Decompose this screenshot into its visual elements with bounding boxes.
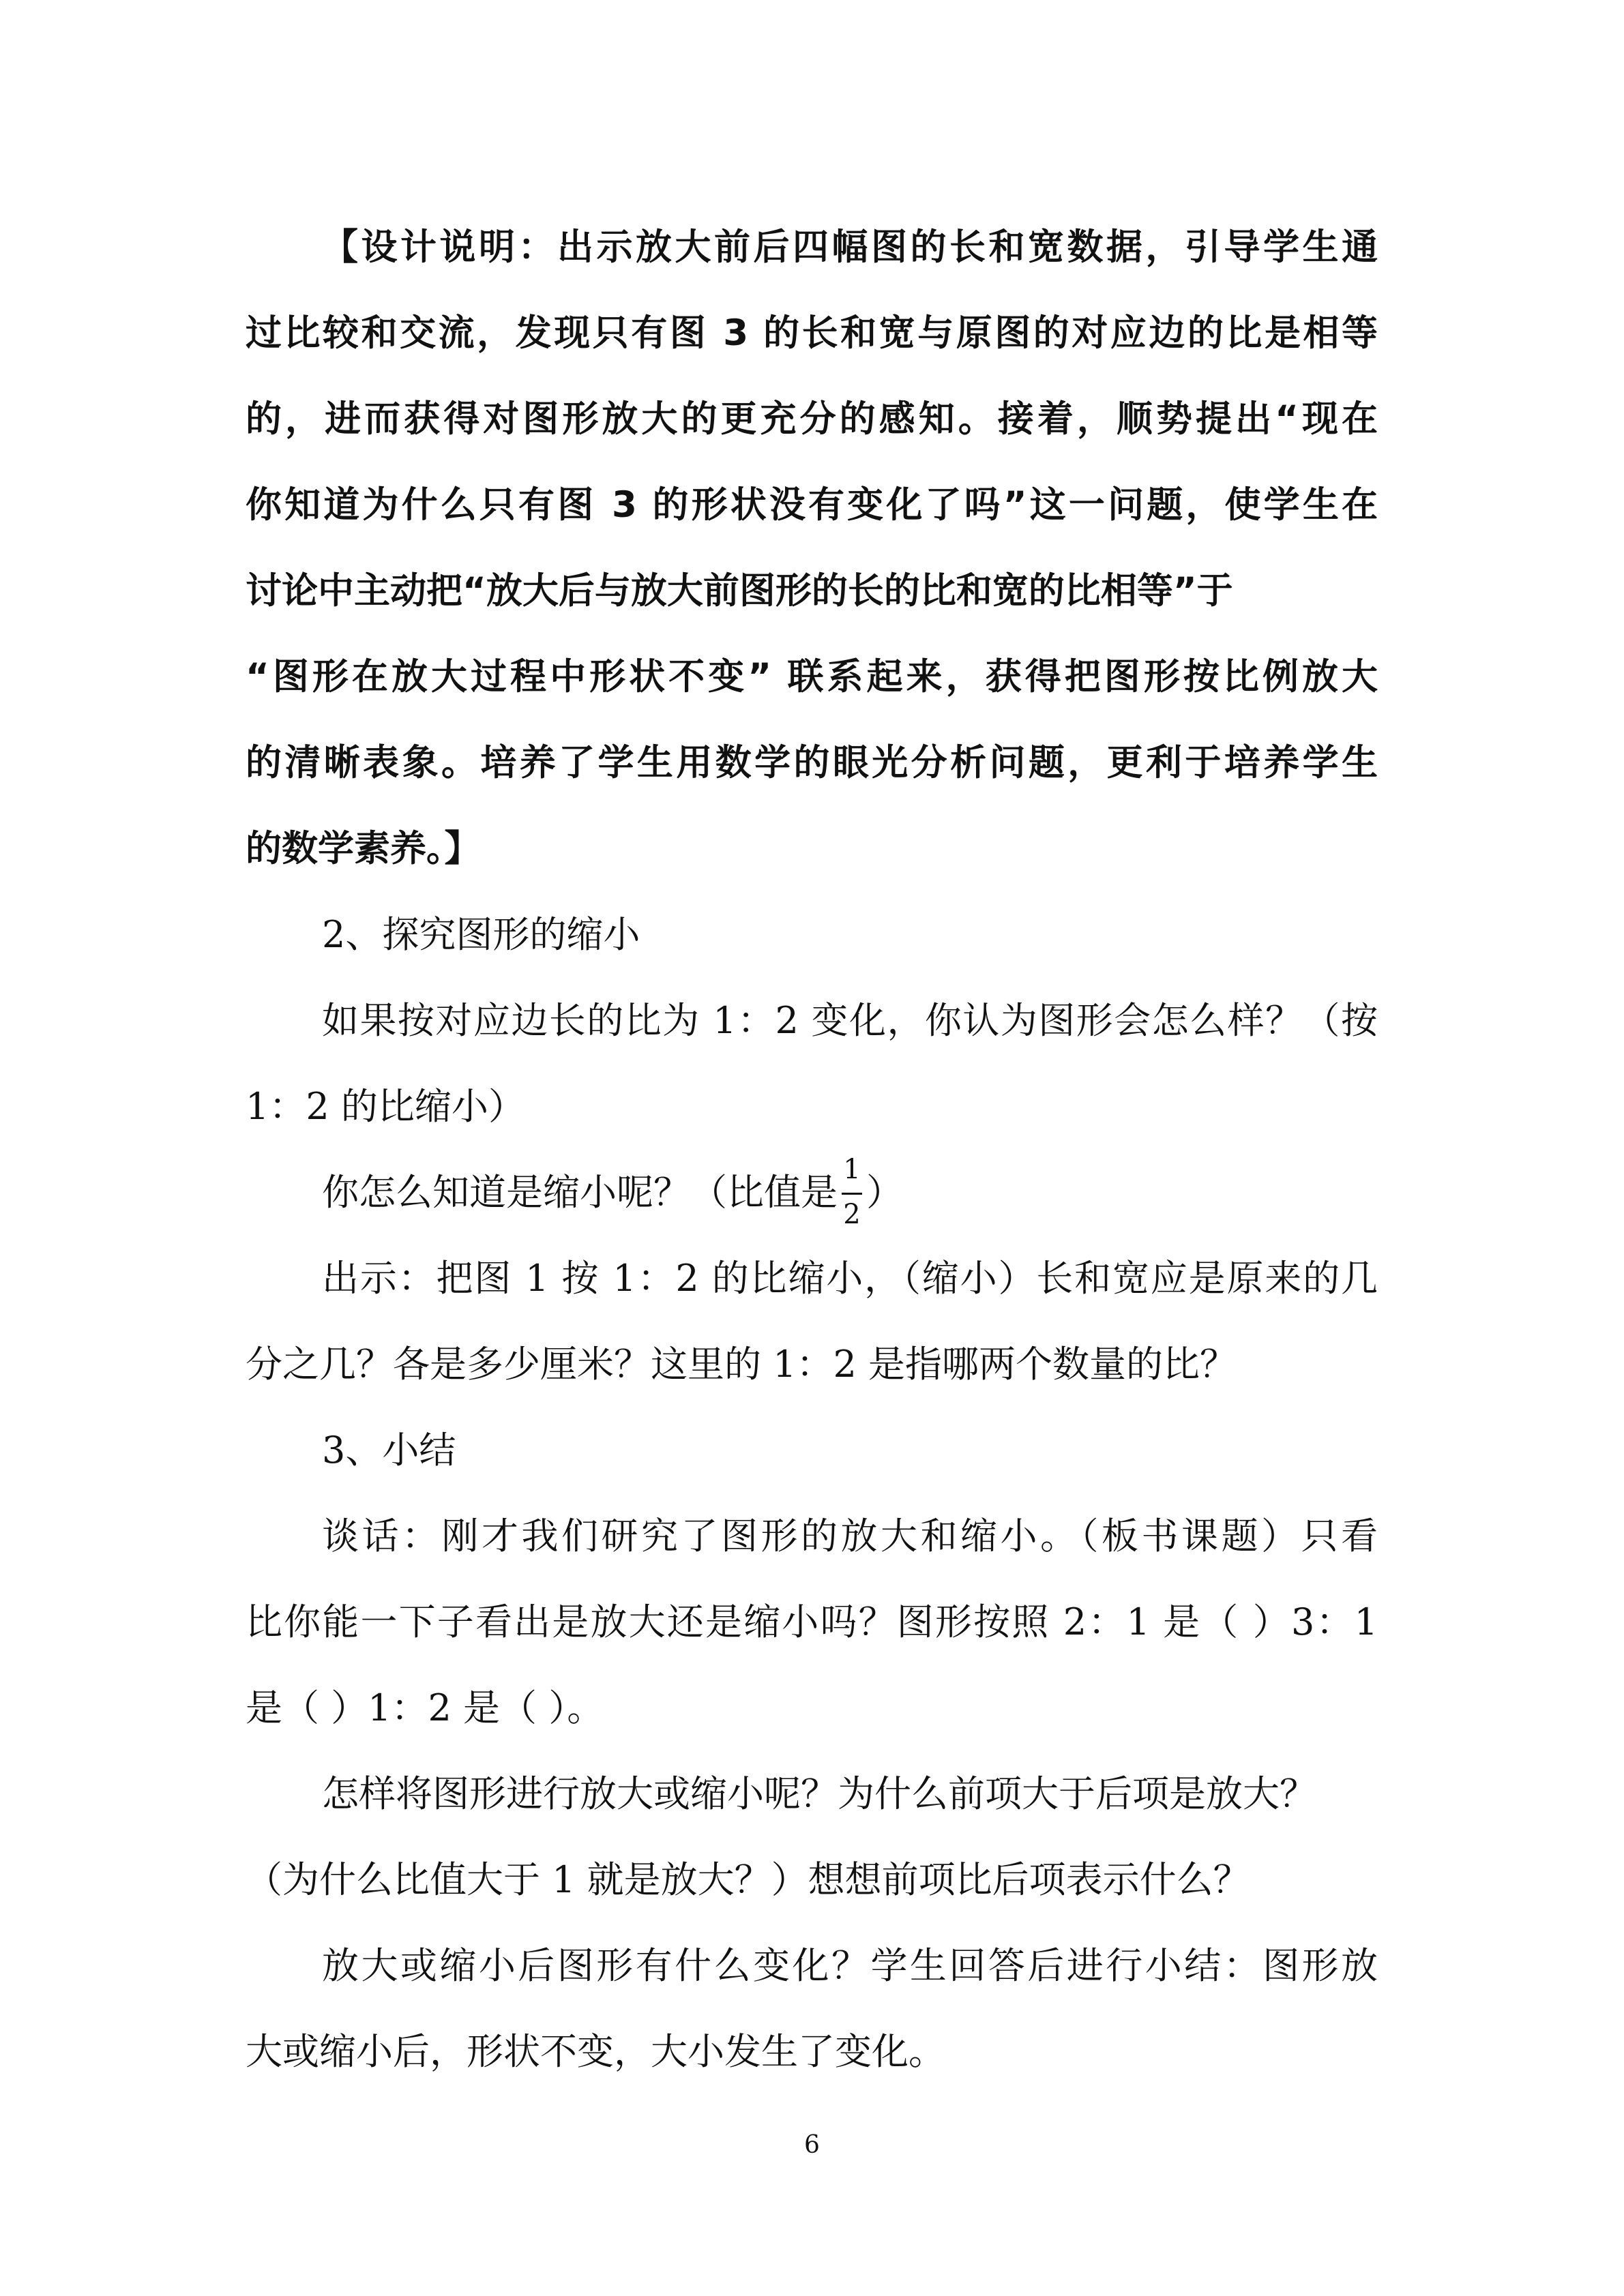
section-heading: 3、小结 [322, 1429, 456, 1472]
design-note-line: 你知道为什么只有图 3 的形状没有变化了吗”这一问题，使学生在 [246, 484, 1378, 526]
paragraph-line: 是（ ）1：2 是（ ）。 [246, 1686, 604, 1729]
paragraph-line: 怎样将图形进行放大或缩小呢？为什么前项大于后项是放大？ [322, 1772, 1316, 1815]
section-heading: 2、探究图形的缩小 [322, 913, 640, 956]
paragraph-line: 分之几？各是多少厘米？这里的 1：2 是指哪两个数量的比？ [246, 1343, 1237, 1386]
paragraph-line: 谈话：刚才我们研究了图形的放大和缩小。（板书课题）只看 [322, 1515, 1378, 1557]
fraction-numerator: 1 [843, 1154, 861, 1185]
design-note-line: 【设计说明：出示放大前后四幅图的长和宽数据，引导学生通 [322, 226, 1378, 268]
design-note-line: 的，进而获得对图形放大的更充分的感知。接着，顺势提出“现在 [246, 398, 1378, 440]
document-page [246, 205, 1378, 2095]
section-summary [246, 1407, 1378, 2095]
paragraph-line: 1：2 的比缩小） [246, 1085, 525, 1128]
design-note-line: 的清晰表象。培养了学生用数学的眼光分析问题，更利于培养学生 [246, 742, 1378, 784]
paragraph-line: 大或缩小后，形状不变，大小发生了变化。 [246, 2030, 945, 2073]
design-note-line: 过比较和交流，发现只有图 3 的长和宽与原图的对应边的比是相等 [246, 312, 1378, 354]
design-note-line: 的数学素养。】 [246, 828, 481, 869]
paragraph-line: 比你能一下子看出是放大还是缩小吗？图形按照 2：1 是（ ）3：1 [246, 1600, 1378, 1643]
paragraph-line: 出示：把图 1 按 1：2 的比缩小，（缩小）长和宽应是原来的几 [322, 1257, 1378, 1300]
paragraph-line: 如果按对应边长的比为 1：2 变化，你认为图形会怎么样？（按 [322, 999, 1378, 1042]
fraction-one-half [840, 1154, 863, 1236]
why-suffix: ） [866, 1171, 903, 1214]
why-prefix: 你怎么知道是缩小呢？（比值是 [322, 1171, 838, 1214]
design-note-line: “图形在放大过程中形状不变” 联系起来，获得把图形按比例放大 [246, 656, 1378, 698]
design-note-line: 讨论中主动把“放大后与放大前图形的长的比和宽的比相等”于 [246, 570, 1233, 612]
paragraph-line: （为什么比值大于 1 就是放大？）想想前项比后项表示什么？ [246, 1858, 1250, 1901]
fraction-bar [842, 1193, 862, 1195]
paragraph-line: 放大或缩小后图形有什么变化？学生回答后进行小结：图形放 [322, 1944, 1378, 1987]
fraction-denominator: 2 [843, 1199, 861, 1230]
paragraph-line-fraction [246, 1150, 1378, 1236]
section-shrink [246, 892, 1378, 1407]
page-number: 6 [804, 2131, 820, 2159]
design-note [246, 205, 1378, 892]
